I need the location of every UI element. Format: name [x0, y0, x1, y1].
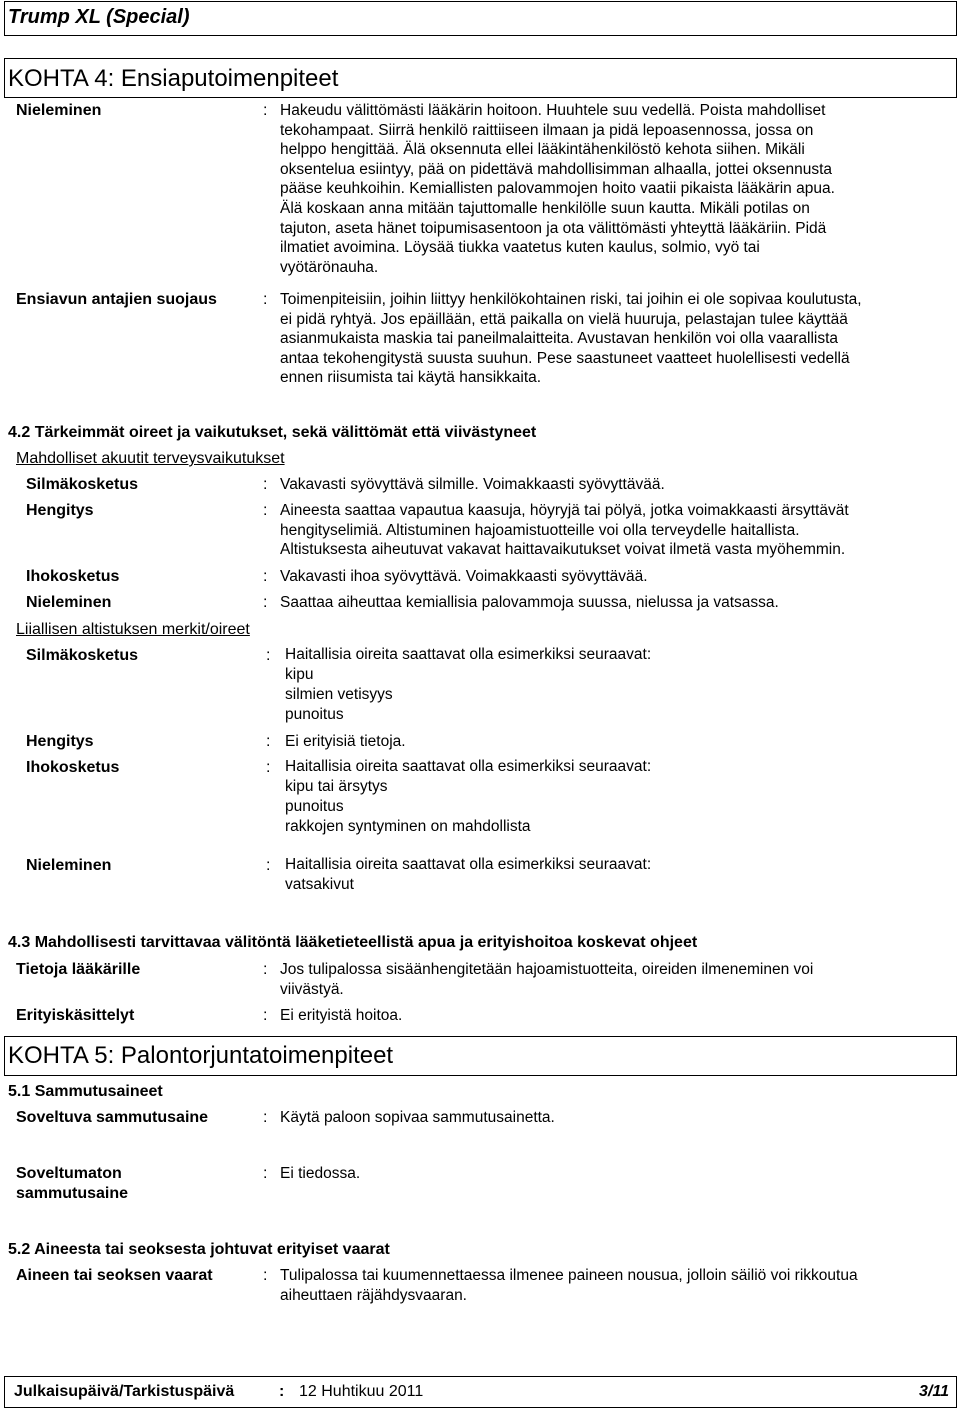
acute-silma-text: [280, 475, 665, 495]
soveltumaton-text: Ei tiedossa.: [280, 1165, 361, 1182]
colon: :: [266, 647, 271, 664]
acute-iho-text: [280, 567, 648, 587]
label-aineen-tai-seoksen-vaarat: Aineen tai seoksen vaarat: [16, 1267, 213, 1284]
overexposure-heading: Liiallisen altistuksen merkit/oireet: [16, 621, 250, 638]
acute-hengitys-text: [280, 501, 955, 560]
text-line: rakkojen syntyminen on mahdollista: [285, 818, 531, 835]
text-line: Altistuksesta aiheutuvat vakavat haittavaikutukset voivat ilmetä vasta myöhemmin.: [280, 541, 846, 559]
label-hengitys: Hengitys: [26, 733, 94, 750]
text-line: Haitallisia oireita saattavat olla esimerkiksi seuraavat:: [285, 856, 652, 873]
text-line: aiheuttaen räjähdysvaaran.: [280, 1286, 467, 1304]
text-line: Haitallisia oireita saattavat olla esimerkiksi seuraavat:: [285, 646, 652, 663]
text-line: tekohampaat. Siirrä henkilö raittiiseen ilmaan ja pidä lepoasennossa, jossa on: [280, 121, 814, 139]
vaarat-text: [280, 1266, 955, 1305]
erityis-text: [280, 1006, 402, 1026]
text-line: viivästyä.: [280, 980, 344, 998]
label-nieleminen: Nieleminen: [16, 102, 102, 119]
subsection-5-1-title: 5.1 Sammutusaineet: [8, 1083, 163, 1100]
text-line: Ei erityisiä tietoja.: [285, 733, 406, 750]
text-line: Aineesta saattaa vapautua kaasuja, höyryjä tai pölyä, jotka voimakkaasti ärsyttävät: [280, 502, 849, 519]
text-line: Älä koskaan anna mitään tajuttomalle henkilölle suun kautta. Mikäli potilas on: [280, 199, 810, 217]
text-line: Vakavasti ihoa syövyttävä. Voimakkaasti syövyttävää.: [280, 568, 648, 585]
colon: :: [263, 1109, 268, 1126]
text-line: pääse keuhkoihin. Kemiallisten palovammojen hoito vaatii pikaista lääkärin apua.: [280, 180, 835, 198]
footer-date: 12 Huhtikuu 2011: [299, 1383, 424, 1400]
text-line: ilmatiet avoimina. Löysää tiukka vaatetus kuten kaulus, solmio, vyö tai: [280, 239, 760, 257]
text-line: ennen riisumista tai käytä hansikkaita.: [280, 369, 542, 387]
colon: :: [263, 594, 268, 611]
text-line: oksentelua esiintyy, pää on pidettävä mahdollisimman alhaalla, jottei oksennusta: [280, 160, 833, 178]
colon: :: [263, 961, 268, 978]
text-line: Vakavasti syövyttävä silmille. Voimakkaasti syövyttävää.: [280, 476, 665, 493]
label-ihokosketus: Ihokosketus: [26, 568, 120, 585]
text-line: vatsakivut: [285, 876, 354, 893]
text-line: helppo hengittää. Älä oksennuta ellei lääkintähenkilöstö kehota siihen. Mikäli: [280, 141, 805, 159]
label-line: Soveltumaton: [16, 1165, 122, 1182]
nieleminen-text: [280, 101, 955, 277]
colon: :: [263, 502, 268, 519]
label-ihokosketus: Ihokosketus: [26, 759, 120, 776]
text-line: ei pidä ryhtyä. Jos epäillään, että paikalla on vielä huuruja, pelastajan tulee käyttää: [280, 310, 848, 328]
colon: :: [263, 291, 268, 308]
footer-colon: :: [279, 1383, 285, 1400]
page-number: 3/11: [919, 1383, 949, 1400]
document-title: Trump XL (Special): [8, 6, 190, 28]
tietoja-text: [280, 960, 955, 999]
label-tietoja-laakarille: Tietoja lääkärille: [16, 961, 141, 978]
label-erityiskasittelyt: Erityiskäsittelyt: [16, 1007, 135, 1024]
text-line: vyötärönauha.: [280, 258, 379, 276]
text-line: punoitus: [285, 706, 344, 723]
text-line: antaa tekohengitystä suusta suuhun. Pese saastuneet vaatteet huolellisesti vedellä: [280, 349, 850, 367]
text-line: kipu: [285, 666, 314, 683]
over-silma-text: [285, 645, 651, 725]
acute-effects-heading: Mahdolliset akuutit terveysvaikutukset: [16, 450, 285, 467]
label-hengitys: Hengitys: [26, 502, 94, 519]
colon: :: [263, 1267, 268, 1284]
label-line: sammutusaine: [16, 1185, 129, 1202]
label-soveltumaton-sammutusaine: [16, 1164, 128, 1204]
section-4-title: KOHTA 4: Ensiaputoimenpiteet: [8, 65, 339, 92]
text-line: kipu tai ärsytys: [285, 778, 388, 795]
text-line: Hakeudu välittömästi lääkärin hoitoon. Huuhtele suu vedellä. Poista mahdolliset: [280, 102, 826, 119]
text-line: asianmukaista maskia tai paneilmalaitteita. Avustavan henkilön voi olla vaarallista: [280, 330, 839, 348]
colon: :: [266, 733, 271, 750]
colon: :: [266, 759, 271, 776]
colon: :: [263, 1007, 268, 1024]
acute-nieleminen-text: [280, 593, 779, 613]
text-line: Tulipalossa tai kuumennettaessa ilmenee paineen nousua, jolloin säiliö voi rikkoutua: [280, 1267, 858, 1284]
subsection-4-3-title: 4.3 Mahdollisesti tarvittavaa välitöntä lääketieteellistä apua ja erityishoitoa koskevat ohjeet: [8, 934, 698, 951]
colon: :: [263, 568, 268, 585]
section-5-title: KOHTA 5: Palontorjuntatoimenpiteet: [8, 1042, 394, 1069]
label-silmakosketus: Silmäkosketus: [26, 647, 139, 664]
subsection-4-2-title: 4.2 Tärkeimmät oireet ja vaikutukset, sekä välittömät että viivästyneet: [8, 424, 537, 441]
colon: :: [263, 476, 268, 493]
text-line: silmien vetisyys: [285, 686, 393, 703]
label-silmakosketus: Silmäkosketus: [26, 476, 139, 493]
footer-label: Julkaisupäivä/Tarkistuspäivä: [14, 1383, 235, 1400]
text-line: Toimenpiteisiin, joihin liittyy henkilökohtainen riski, tai joihin ei ole sopivaa koulutusta,: [280, 291, 862, 308]
colon: :: [266, 857, 271, 874]
text-line: hengityselimiä. Altistuminen hajoamistuotteille voi olla terveydelle haitallista.: [280, 521, 800, 539]
colon: :: [263, 102, 268, 119]
text-line: Saattaa aiheuttaa kemiallisia palovammoja suussa, nielussa ja vatsassa.: [280, 594, 779, 611]
label-nieleminen: Nieleminen: [26, 857, 112, 874]
over-hengitys-text: [285, 732, 406, 752]
text-line: Haitallisia oireita saattavat olla esimerkiksi seuraavat:: [285, 758, 652, 775]
soveltuva-text: Käytä paloon sopivaa sammutusainetta.: [280, 1109, 555, 1126]
text-line: punoitus: [285, 798, 344, 815]
label-ensiavun-antajien-suojaus: Ensiavun antajien suojaus: [16, 291, 217, 308]
over-nieleminen-text: [285, 855, 651, 895]
suojaus-text: [280, 290, 955, 388]
subsection-5-2-title: 5.2 Aineesta tai seoksesta johtuvat erityiset vaarat: [8, 1241, 390, 1258]
label-nieleminen: Nieleminen: [26, 594, 112, 611]
text-line: tajuton, aseta hänet toipumisasentoon ja ota välittömästi yhteyttä lääkäriin. Pidä: [280, 219, 827, 237]
colon: :: [263, 1165, 268, 1182]
over-iho-text: [285, 757, 651, 837]
text-line: Jos tulipalossa sisäänhengitetään hajoamistuotteita, oireiden ilmeneminen voi: [280, 961, 814, 978]
text-line: Ei erityistä hoitoa.: [280, 1007, 403, 1024]
label-soveltuva-sammutusaine: Soveltuva sammutusaine: [16, 1109, 209, 1126]
